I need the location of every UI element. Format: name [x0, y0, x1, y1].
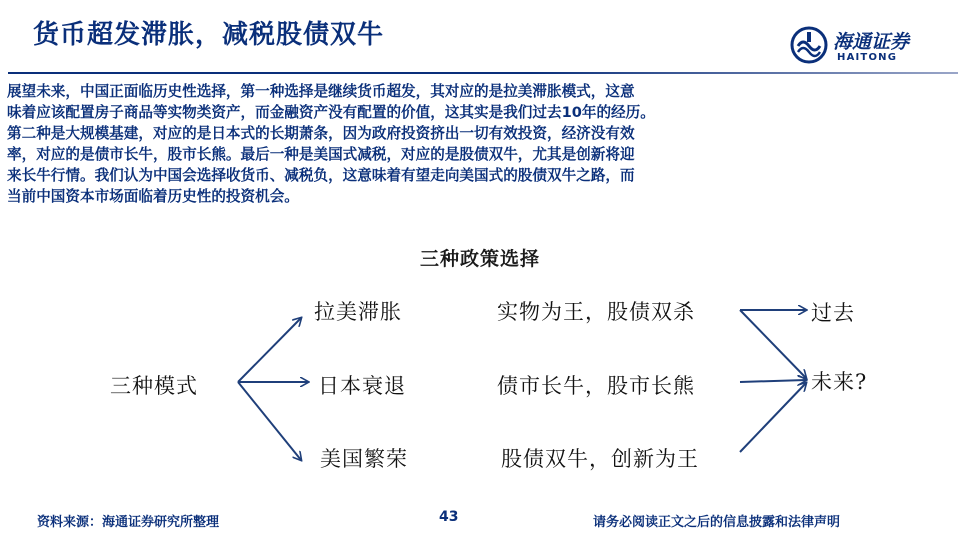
node-future: 未来?: [811, 370, 868, 394]
arrow-latam-to-future: [740, 310, 806, 378]
diagram-title: 三种政策选择: [419, 248, 540, 270]
body-line: 率，对应的是债市长牛，股市长熊。最后一种是美国式减税，对应的是股债双牛，尤其是创新将迎: [7, 146, 635, 163]
body-line: 展望未来，中国正面临历史性选择，第一种选择是继续货币超发，其对应的是拉美滞胀模式，这意: [7, 83, 635, 100]
node-outcome-japan: 债市长牛，股市长熊: [497, 374, 695, 398]
logo-chinese-name: 海通证券: [833, 31, 910, 53]
logo-english-name: HAITONG: [837, 52, 898, 63]
arrow-root-to-latam: [238, 318, 301, 382]
node-past: 过去: [811, 301, 855, 325]
footer-disclaimer: 请务必阅读正文之后的信息披露和法律声明: [593, 515, 841, 530]
node-outcome-us: 股债双牛，创新为王: [501, 447, 699, 471]
page-title: 货币超发滞胀，减税股债双牛: [33, 20, 385, 50]
body-line: 来长牛行情。我们认为中国会选择收货币、减税负，这意味着有望走向美国式的股债双牛之路，而: [7, 167, 635, 184]
node-outcome-latam: 实物为王，股债双杀: [497, 300, 695, 324]
arrow-japan-to-future: [740, 380, 806, 382]
body-line: 味着应该配置房子商品等实物类资产，而金融资产没有配置的价值，这其实是我们过去10年的经历。: [7, 104, 655, 121]
footer-source: 资料来源：海通证券研究所整理: [37, 515, 220, 530]
page-number: 43: [439, 509, 459, 525]
body-line: 第二种是大规模基建，对应的是日本式的长期萧条，因为政府投资挤出一切有效投资，经济没有效: [7, 125, 635, 142]
node-latam-stagflation: 拉美滞胀: [314, 300, 402, 324]
node-japan-recession: 日本衰退: [318, 374, 406, 398]
arrow-us-to-future: [740, 383, 806, 452]
node-three-models: 三种模式: [110, 374, 198, 398]
body-line: 当前中国资本市场面临着历史性的投资机会。: [7, 188, 299, 205]
arrow-root-to-us: [238, 382, 301, 460]
node-us-prosperity: 美国繁荣: [320, 447, 408, 471]
